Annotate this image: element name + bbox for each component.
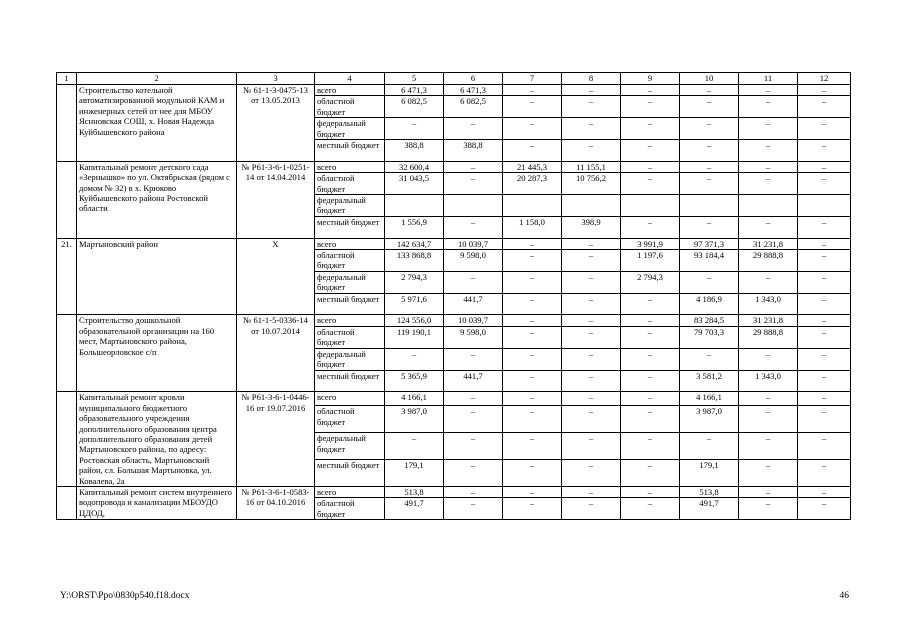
header-cell: 3 xyxy=(237,73,315,85)
value-cell: – xyxy=(798,406,851,433)
budget-type: местный бюджет xyxy=(315,140,385,162)
value-cell: – xyxy=(562,348,621,370)
value-cell: 513,8 xyxy=(385,486,444,497)
value-cell: – xyxy=(562,85,621,96)
budget-type: федеральный бюджет xyxy=(315,118,385,140)
header-cell: 2 xyxy=(77,73,237,85)
value-cell: 4 186,9 xyxy=(680,293,739,315)
value-cell: 4 166,1 xyxy=(385,392,444,406)
value-cell: – xyxy=(621,370,680,392)
value-cell: 4 166,1 xyxy=(680,392,739,406)
value-cell: – xyxy=(562,433,621,460)
value-cell: – xyxy=(621,315,680,326)
value-cell: – xyxy=(562,498,621,520)
object-name: Капитальный ремонт кровли муниципального бюджетного образовательного учреждения дополнительного образования центра дополнительного образования детей Мартыновского района, по адресу: Ростовская область, Мартыновский район, сл. Большая Мартыновка, ул. Ковалева, 2а xyxy=(77,392,237,487)
value-cell: 491,7 xyxy=(680,498,739,520)
row-number xyxy=(57,85,77,162)
value-cell: 5 365,9 xyxy=(385,370,444,392)
expertise-document: Х xyxy=(237,238,315,315)
budget-type: местный бюджет xyxy=(315,293,385,315)
value-cell: 398,9 xyxy=(562,216,621,238)
value-cell: – xyxy=(503,433,562,460)
row-number: 21. xyxy=(57,238,77,315)
value-cell: – xyxy=(680,85,739,96)
value-cell: – xyxy=(621,85,680,96)
value-cell: – xyxy=(739,392,798,406)
value-cell: 133 868,8 xyxy=(385,250,444,272)
value-cell: – xyxy=(798,85,851,96)
value-cell: – xyxy=(444,271,503,293)
value-cell: 441,7 xyxy=(444,370,503,392)
value-cell: 6 471,3 xyxy=(444,85,503,96)
value-cell: 3 991,9 xyxy=(621,238,680,249)
value-cell: – xyxy=(503,238,562,249)
value-cell: – xyxy=(798,433,851,460)
header-cell: 12 xyxy=(798,73,851,85)
value-cell: – xyxy=(562,392,621,406)
value-cell: 3 581,2 xyxy=(680,370,739,392)
value-cell xyxy=(739,195,798,217)
value-cell: – xyxy=(798,348,851,370)
value-cell: – xyxy=(739,348,798,370)
value-cell: – xyxy=(739,118,798,140)
value-cell: 6 471,3 xyxy=(385,85,444,96)
expertise-document: № 61-1-5-0336-14 от 10.07.2014 xyxy=(237,315,315,392)
budget-type: федеральный бюджет xyxy=(315,348,385,370)
budget-type: всего xyxy=(315,238,385,249)
table-row xyxy=(57,161,851,172)
value-cell: – xyxy=(621,173,680,195)
header-cell: 5 xyxy=(385,73,444,85)
value-cell: – xyxy=(680,433,739,460)
value-cell: – xyxy=(562,406,621,433)
header-cell: 11 xyxy=(739,73,798,85)
value-cell: – xyxy=(680,140,739,162)
value-cell: – xyxy=(621,96,680,118)
value-cell: – xyxy=(798,238,851,249)
value-cell: – xyxy=(503,96,562,118)
value-cell xyxy=(562,195,621,217)
budget-table xyxy=(56,72,851,520)
value-cell: – xyxy=(739,460,798,487)
value-cell: – xyxy=(503,370,562,392)
value-cell: 83 284,5 xyxy=(680,315,739,326)
budget-type: местный бюджет xyxy=(315,216,385,238)
table-row xyxy=(57,85,851,96)
value-cell: – xyxy=(444,392,503,406)
value-cell: 3 987,0 xyxy=(385,406,444,433)
value-cell: – xyxy=(503,315,562,326)
value-cell: – xyxy=(562,271,621,293)
header-cell: 9 xyxy=(621,73,680,85)
value-cell: – xyxy=(503,406,562,433)
value-cell: – xyxy=(503,140,562,162)
value-cell: 5 971,6 xyxy=(385,293,444,315)
value-cell: – xyxy=(798,271,851,293)
value-cell: 124 556,0 xyxy=(385,315,444,326)
value-cell: – xyxy=(562,293,621,315)
value-cell: – xyxy=(621,498,680,520)
value-cell: 2 794,3 xyxy=(621,271,680,293)
expertise-document: № Р61-3-6-1-0251-14 от 14.04.2014 xyxy=(237,161,315,238)
value-cell: – xyxy=(739,85,798,96)
budget-type: местный бюджет xyxy=(315,460,385,487)
value-cell: – xyxy=(503,348,562,370)
budget-type: федеральный бюджет xyxy=(315,433,385,460)
budget-type: всего xyxy=(315,486,385,497)
value-cell: 31 231,8 xyxy=(739,315,798,326)
value-cell: – xyxy=(739,161,798,172)
value-cell: – xyxy=(562,315,621,326)
row-number xyxy=(57,486,77,519)
value-cell: – xyxy=(444,161,503,172)
object-name: Капитальный ремонт детского сада «Зернышко» по ул. Октябрьская (рядом с домом № 32) в х. Крюково Куйбышевского района Ростовской области xyxy=(77,161,237,238)
value-cell: 6 082,5 xyxy=(385,96,444,118)
header-cell: 4 xyxy=(315,73,385,85)
value-cell: – xyxy=(739,406,798,433)
value-cell: 11 155,1 xyxy=(562,161,621,172)
value-cell: 20 287,3 xyxy=(503,173,562,195)
value-cell xyxy=(798,195,851,217)
value-cell: – xyxy=(385,118,444,140)
value-cell: 388,8 xyxy=(385,140,444,162)
value-cell: – xyxy=(621,406,680,433)
value-cell: – xyxy=(680,118,739,140)
value-cell: – xyxy=(503,250,562,272)
value-cell: – xyxy=(621,392,680,406)
value-cell: 29 888,8 xyxy=(739,326,798,348)
value-cell xyxy=(680,195,739,217)
value-cell: 491,7 xyxy=(385,498,444,520)
row-number xyxy=(57,392,77,487)
value-cell: – xyxy=(444,173,503,195)
value-cell: – xyxy=(798,370,851,392)
value-cell: 10 039,7 xyxy=(444,238,503,249)
value-cell: 119 190,1 xyxy=(385,326,444,348)
table-row xyxy=(57,315,851,326)
value-cell: 179,1 xyxy=(680,460,739,487)
value-cell: – xyxy=(798,392,851,406)
value-cell: 1 343,0 xyxy=(739,370,798,392)
value-cell: 10 756,2 xyxy=(562,173,621,195)
value-cell: – xyxy=(680,96,739,118)
value-cell: – xyxy=(798,486,851,497)
value-cell: – xyxy=(680,161,739,172)
value-cell: – xyxy=(562,486,621,497)
value-cell: – xyxy=(798,460,851,487)
value-cell: – xyxy=(680,216,739,238)
table-row xyxy=(57,238,851,249)
value-cell: 31 043,5 xyxy=(385,173,444,195)
value-cell: – xyxy=(444,486,503,497)
value-cell: 3 987,0 xyxy=(680,406,739,433)
value-cell: – xyxy=(798,326,851,348)
value-cell: – xyxy=(621,326,680,348)
value-cell: – xyxy=(739,216,798,238)
value-cell: – xyxy=(503,85,562,96)
value-cell: – xyxy=(562,118,621,140)
value-cell xyxy=(503,195,562,217)
value-cell: 97 371,3 xyxy=(680,238,739,249)
budget-type: областной бюджет xyxy=(315,326,385,348)
value-cell: 31 231,8 xyxy=(739,238,798,249)
value-cell: – xyxy=(444,433,503,460)
value-cell: – xyxy=(680,173,739,195)
value-cell: 9 598,0 xyxy=(444,326,503,348)
value-cell: 2 794,3 xyxy=(385,271,444,293)
value-cell: – xyxy=(798,216,851,238)
header-cell: 8 xyxy=(562,73,621,85)
budget-type: федеральный бюджет xyxy=(315,195,385,217)
value-cell: – xyxy=(798,161,851,172)
budget-type: областной бюджет xyxy=(315,173,385,195)
value-cell: – xyxy=(562,96,621,118)
value-cell: – xyxy=(562,370,621,392)
file-path: Y:\ORST\Ppo\0830p540.f18.docx xyxy=(60,591,190,601)
value-cell: – xyxy=(798,315,851,326)
expertise-document: № 61-1-3-0475-13 от 13.05.2013 xyxy=(237,85,315,162)
budget-type: областной бюджет xyxy=(315,406,385,433)
value-cell: – xyxy=(444,216,503,238)
value-cell xyxy=(444,195,503,217)
value-cell: – xyxy=(444,460,503,487)
value-cell: – xyxy=(739,173,798,195)
value-cell: – xyxy=(621,161,680,172)
object-name: Капитальный ремонт систем внутреннего водопровода и канализации МБОУДО ЦДОД, xyxy=(77,486,237,519)
value-cell: 1 556,9 xyxy=(385,216,444,238)
value-cell: – xyxy=(798,293,851,315)
expertise-document: № Р61-3-6-1-0583-16 от 04.10.2016 xyxy=(237,486,315,519)
value-cell: – xyxy=(739,433,798,460)
value-cell: 1 343,0 xyxy=(739,293,798,315)
value-cell: – xyxy=(503,486,562,497)
value-cell: – xyxy=(621,348,680,370)
budget-type: всего xyxy=(315,161,385,172)
object-name: Строительство дошкольной образовательной организации на 160 мест, Мартыновского района, Большеорловское с/п xyxy=(77,315,237,392)
value-cell: – xyxy=(739,486,798,497)
budget-type: областной бюджет xyxy=(315,498,385,520)
object-name: Строительство котельной автоматизированной модульной КАМ и инженерных сетей от нее для МБОУ Яснновская СОШ, х. Новая Надежда Куйбышевского района xyxy=(77,85,237,162)
value-cell: – xyxy=(503,118,562,140)
value-cell: – xyxy=(739,140,798,162)
value-cell: 388,8 xyxy=(444,140,503,162)
header-cell: 1 xyxy=(57,73,77,85)
value-cell: 441,7 xyxy=(444,293,503,315)
value-cell: – xyxy=(562,238,621,249)
value-cell: – xyxy=(680,348,739,370)
value-cell: – xyxy=(503,293,562,315)
budget-type: областной бюджет xyxy=(315,96,385,118)
header-cell: 7 xyxy=(503,73,562,85)
budget-type: всего xyxy=(315,315,385,326)
value-cell: – xyxy=(621,216,680,238)
value-cell: 1 197,6 xyxy=(621,250,680,272)
value-cell: 1 158,0 xyxy=(503,216,562,238)
value-cell: – xyxy=(444,348,503,370)
value-cell: 93 184,4 xyxy=(680,250,739,272)
value-cell: – xyxy=(680,271,739,293)
object-name: Мартыновский район xyxy=(77,238,237,315)
value-cell: – xyxy=(503,498,562,520)
value-cell: – xyxy=(739,271,798,293)
expertise-document: № Р61-3-6-1-0446-16 от 19.07.2016 xyxy=(237,392,315,487)
value-cell: – xyxy=(562,140,621,162)
budget-type: всего xyxy=(315,392,385,406)
value-cell: – xyxy=(621,293,680,315)
row-number xyxy=(57,161,77,238)
value-cell: – xyxy=(444,118,503,140)
value-cell: – xyxy=(621,460,680,487)
value-cell: – xyxy=(621,486,680,497)
value-cell: 10 039,7 xyxy=(444,315,503,326)
budget-type: федеральный бюджет xyxy=(315,271,385,293)
value-cell: 142 634,7 xyxy=(385,238,444,249)
value-cell: 29 888,8 xyxy=(739,250,798,272)
value-cell: – xyxy=(562,250,621,272)
budget-type: всего xyxy=(315,85,385,96)
value-cell: – xyxy=(621,140,680,162)
value-cell: – xyxy=(503,460,562,487)
value-cell: – xyxy=(444,498,503,520)
value-cell: – xyxy=(798,140,851,162)
value-cell: – xyxy=(798,96,851,118)
page-number: 46 xyxy=(839,591,849,601)
header-row xyxy=(57,73,851,85)
value-cell: – xyxy=(798,498,851,520)
value-cell: – xyxy=(798,250,851,272)
value-cell: 6 082,5 xyxy=(444,96,503,118)
value-cell: 179,1 xyxy=(385,460,444,487)
value-cell: – xyxy=(503,271,562,293)
value-cell: – xyxy=(621,118,680,140)
value-cell: – xyxy=(621,433,680,460)
value-cell: – xyxy=(503,392,562,406)
value-cell: – xyxy=(385,433,444,460)
value-cell: 9 598,0 xyxy=(444,250,503,272)
value-cell: 79 703,3 xyxy=(680,326,739,348)
value-cell xyxy=(385,195,444,217)
header-cell: 10 xyxy=(680,73,739,85)
value-cell: – xyxy=(562,460,621,487)
header-cell: 6 xyxy=(444,73,503,85)
budget-type: областной бюджет xyxy=(315,250,385,272)
value-cell xyxy=(621,195,680,217)
value-cell: – xyxy=(739,498,798,520)
table-row xyxy=(57,392,851,406)
value-cell: 32 600,4 xyxy=(385,161,444,172)
value-cell: 21 445,3 xyxy=(503,161,562,172)
value-cell: 513,8 xyxy=(680,486,739,497)
value-cell: – xyxy=(503,326,562,348)
value-cell: – xyxy=(798,173,851,195)
value-cell: – xyxy=(562,326,621,348)
table-row xyxy=(57,486,851,497)
budget-type: местный бюджет xyxy=(315,370,385,392)
value-cell: – xyxy=(385,348,444,370)
value-cell: – xyxy=(444,406,503,433)
value-cell: – xyxy=(798,118,851,140)
row-number xyxy=(57,315,77,392)
value-cell: – xyxy=(739,96,798,118)
